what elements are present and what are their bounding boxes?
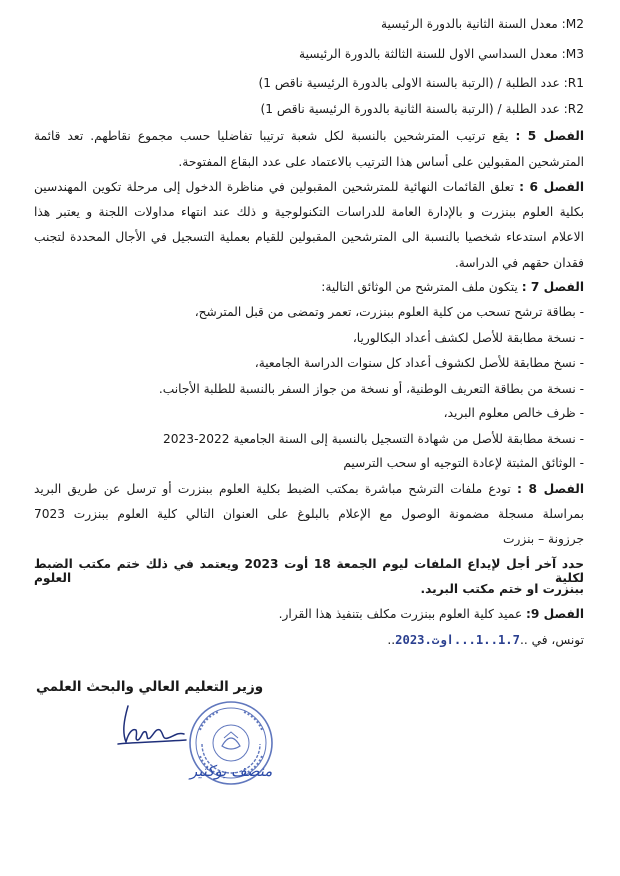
definition-m2: M2: معدل السنة الثانية بالدورة الرئيسية bbox=[380, 17, 584, 31]
article-6-line-2: بكلية العلوم ببنزرت و بالإدارة العامة للدراسات التكنولوجية و ذلك عند انتهاء مداولات اللجنة و يعتبر هذا bbox=[34, 205, 584, 219]
article-7-heading: الفصل 7 : bbox=[521, 280, 584, 294]
document-item: - بطاقة ترشح تسحب من كلية العلوم ببنزرت، تعمر وتمضى من قبل المترشح، bbox=[194, 305, 584, 319]
article-9-line bbox=[279, 607, 584, 621]
date-suffix: .. bbox=[387, 633, 396, 647]
article-5-text-1: يقع ترتيب المترشحين بالنسبة لكل شعبة ترتيبا تفاضليا حسب مجموع نقاطهم. تعد قائمة bbox=[34, 129, 509, 143]
article-6-line-3: الاعلام استدعاء شخصيا بالنسبة الى المترشحين المقبولين للقيام بعملية التسجيل في الأجال المحددة لتجنب bbox=[34, 230, 584, 244]
signatory-name: منصف بوكثير bbox=[190, 762, 273, 780]
handwritten-date: 1.7..1...اوت.2023 bbox=[395, 633, 520, 647]
document-item: - نسخة من بطاقة التعريف الوطنية، أو نسخة من جواز السفر بالنسبة للطلبة الأجانب. bbox=[158, 382, 584, 396]
article-5-heading: الفصل 5 : bbox=[515, 129, 585, 143]
article-8-text-1: تودع ملفات الترشح مباشرة بمكتب الضبط بكلية العلوم ببنزرت أو ترسل عن طريق البريد bbox=[34, 482, 511, 496]
article-8-heading: الفصل 8 : bbox=[517, 482, 585, 496]
article-7-intro: يتكون ملف المترشح من الوثائق التالية: bbox=[321, 280, 518, 294]
article-8-line-1 bbox=[34, 482, 584, 496]
deadline-line-1: حدد آخر أجل لإيداع الملفات ليوم الجمعة 18 أوت 2023 ويعتمد في ذلك ختم مكتب الضبط لكلية العلوم bbox=[34, 557, 584, 585]
article-5-line-2: المترشحين المقبولين على أساس هذا الترتيب بالاعتماد على عدد البقاع المفتوحة. bbox=[178, 155, 584, 169]
date-line bbox=[387, 633, 584, 647]
article-6-text-1: تعلق القائمات النهائية للمترشحين المقبولين في مناظرة الدخول إلى مرحلة تكوين المهندسين bbox=[34, 180, 514, 194]
article-6-heading: الفصل 6 : bbox=[519, 180, 585, 194]
minister-title: وزير التعليم العالي والبحث العلمي bbox=[36, 679, 264, 695]
document-item: - نسخ مطابقة للأصل لكشوف أعداد كل سنوات الدراسة الجامعية، bbox=[254, 356, 584, 370]
article-8-line-3: جرزونة – بنزرت bbox=[503, 532, 584, 546]
definition-r2: R2: عدد الطلبة / (الرتبة بالسنة الثانية بالدورة الرئيسية ناقص 1) bbox=[260, 102, 584, 116]
document-item: - الوثائق المثبتة لإعادة التوجيه او سحب الترسيم bbox=[343, 456, 584, 470]
article-6-line-4: فقدان حقهم في الدراسة. bbox=[454, 256, 584, 270]
article-8-line-2: بمراسلة مسجلة مضمونة الوصول مع الإعلام بالبلوغ على العنوان التالي كلية العلوم ببنزرت 7023 bbox=[34, 507, 584, 521]
article-9-text: عميد كلية العلوم ببنزرت مكلف بتنفيذ هذا القرار. bbox=[278, 607, 523, 621]
article-9-heading: الفصل 9: bbox=[525, 607, 584, 621]
document-item: - نسخة مطابقة للأصل لكشف أعداد البكالوريا، bbox=[352, 331, 584, 345]
article-5-line-1 bbox=[34, 129, 584, 143]
date-prefix: تونس، في .. bbox=[519, 633, 584, 647]
definition-r1: R1: عدد الطلبة / (الرتبة بالسنة الاولى بالدورة الرئيسية ناقص 1) bbox=[258, 76, 584, 90]
document-item: - نسخة مطابقة للأصل من شهادة التسجيل بالنسبة إلى السنة الجامعية 2022-2023 bbox=[163, 432, 584, 446]
article-6-line-1 bbox=[34, 180, 584, 194]
article-7-intro-line bbox=[321, 280, 584, 294]
document-item: - ظرف خالص معلوم البريد، bbox=[443, 406, 584, 420]
definition-m3: M3: معدل السداسي الاول للسنة الثالثة بالدورة الرئيسية bbox=[299, 47, 584, 61]
signature-icon bbox=[78, 698, 273, 784]
deadline-line-2: ببنزرت او ختم مكتب البريد. bbox=[420, 582, 584, 596]
